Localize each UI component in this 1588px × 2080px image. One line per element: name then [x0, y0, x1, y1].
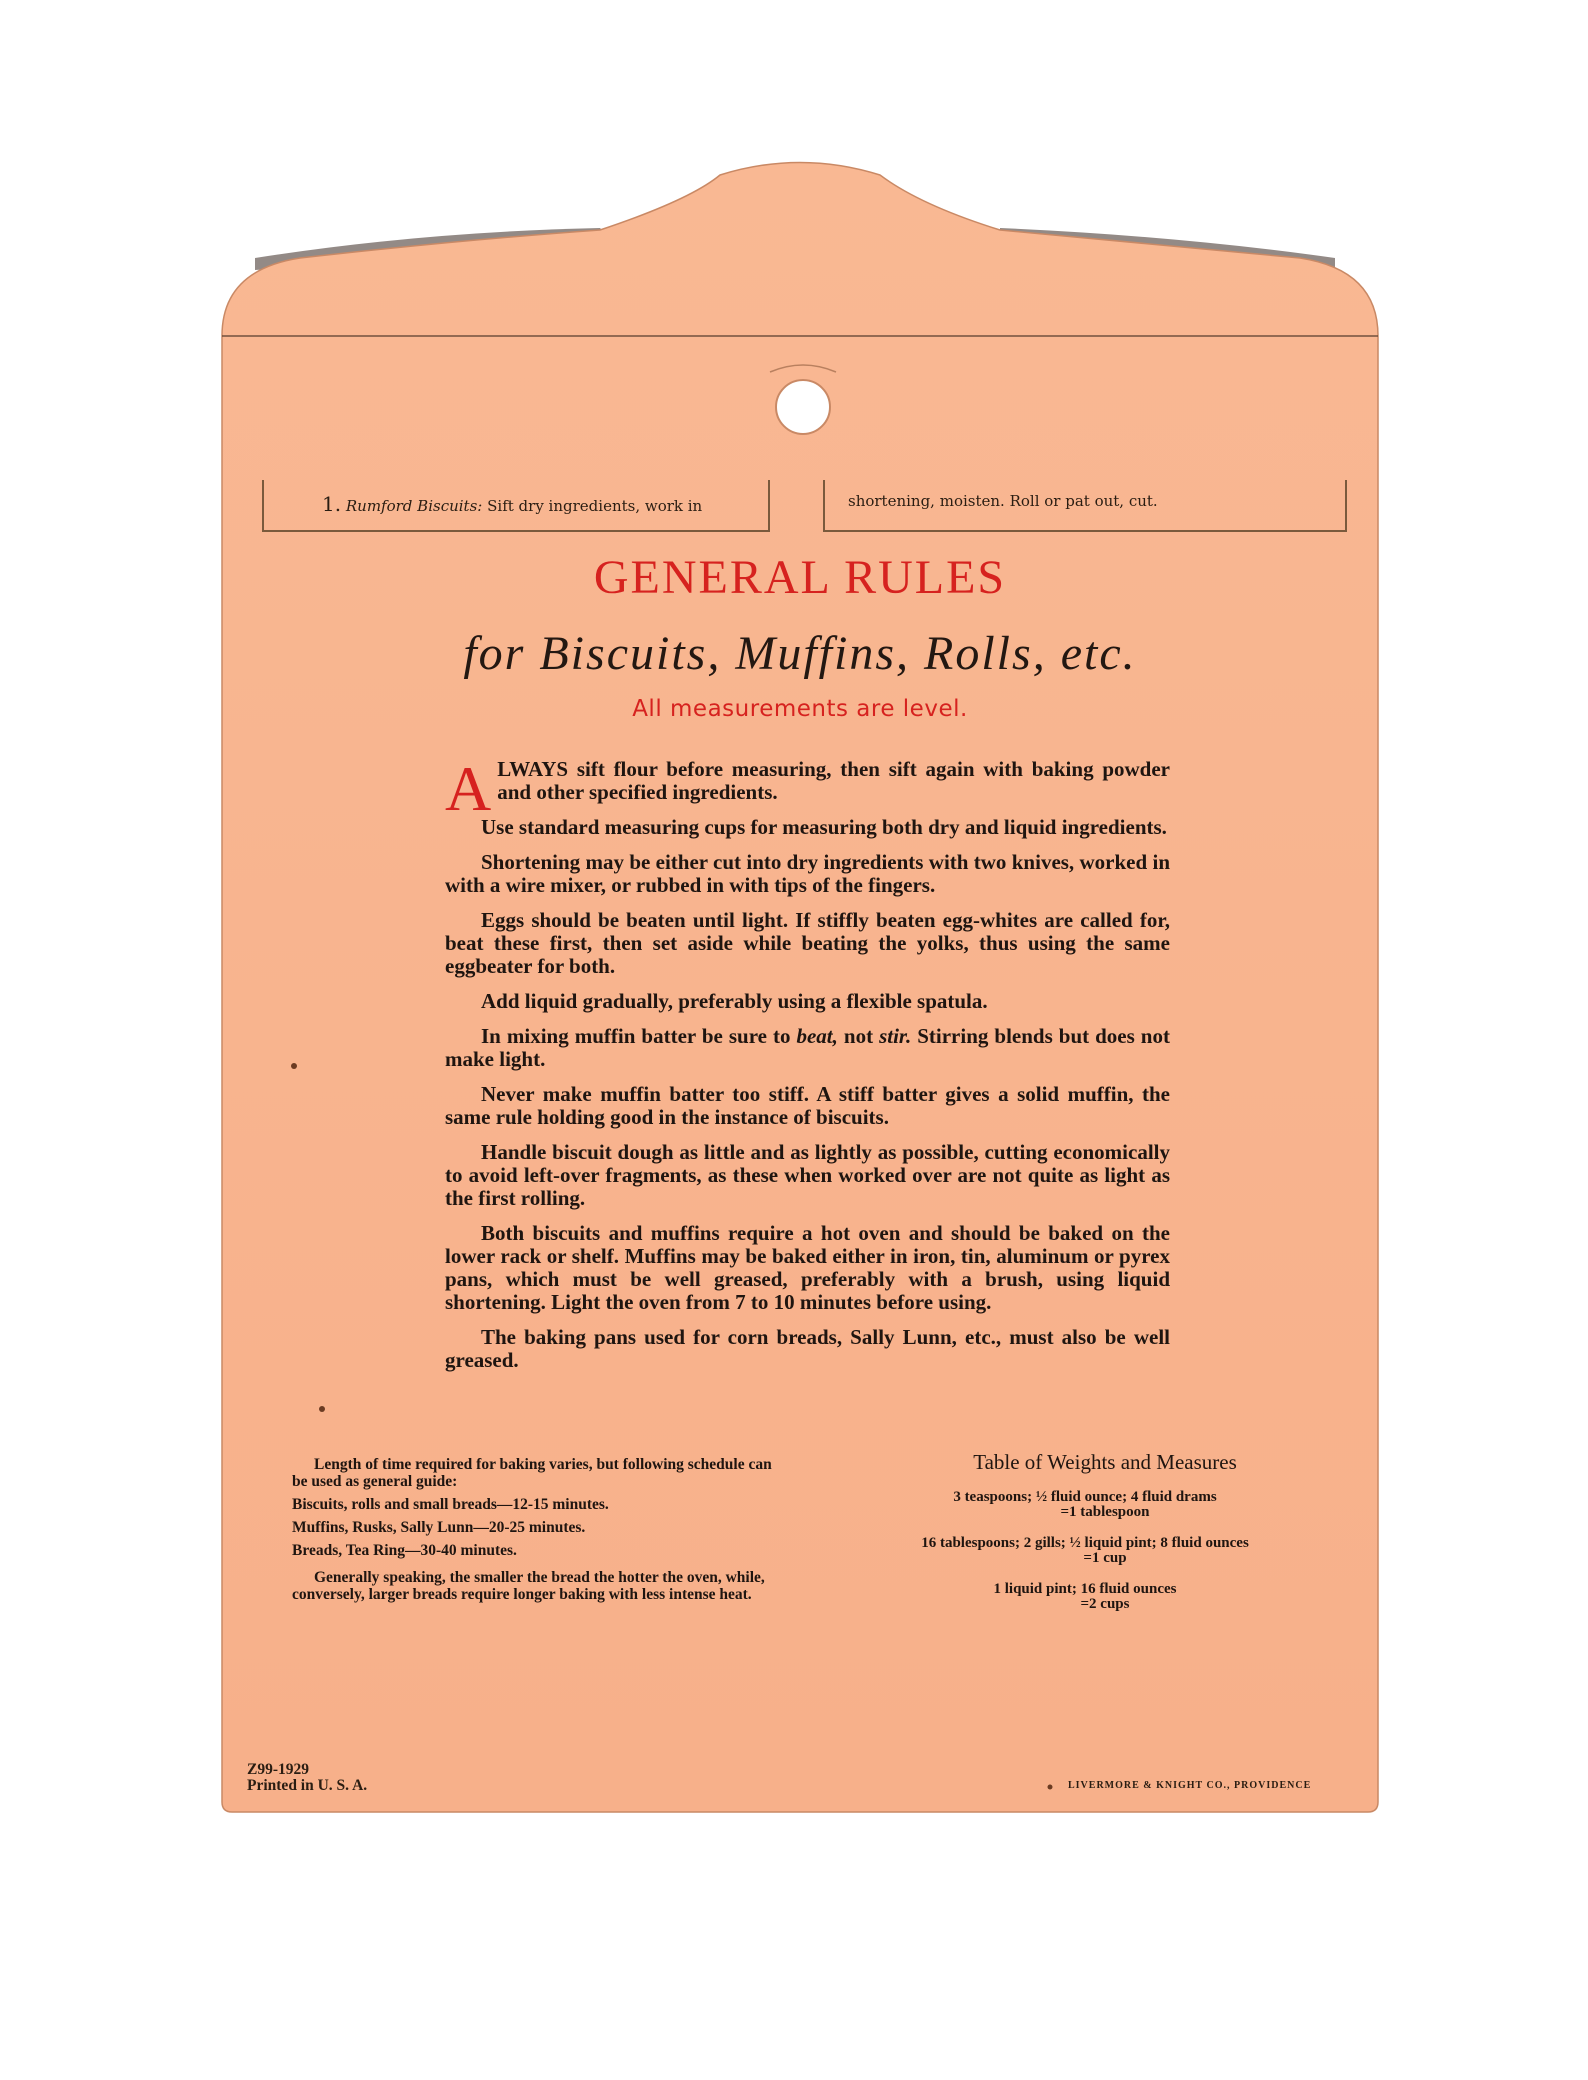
schedule-closing: Generally speaking, the smaller the bread the hotter the oven, while, conversely, larger breads require longer baking with less intense heat. [292, 1569, 765, 1603]
rule-paragraph-1 [445, 753, 1170, 824]
rule-paragraph-6 [445, 1025, 1170, 1071]
measure-row-1-result: =1 tablespoon [1060, 1504, 1150, 1520]
punched-hole [776, 380, 830, 434]
measure-row-2-result: =1 cup [1083, 1550, 1127, 1566]
rule-6-part-b: not [837, 1024, 880, 1048]
measure-row-2 [840, 1536, 1330, 1566]
rule-6-part-a: In mixing muffin batter be sure to [481, 1024, 797, 1048]
rule-paragraph-8: Handle biscuit dough as little and as lightly as possible, cutting economically to avoid left-over fragments, as these when worked over are not quite as light as the first rolling. [445, 1140, 1170, 1210]
rules-body [445, 753, 1170, 1384]
measure-row-3 [840, 1582, 1330, 1612]
rule-6-stir: stir. [879, 1024, 912, 1048]
measure-row-1-equation: 3 teaspoons; ½ fluid ounce; 4 fluid drams [953, 1489, 1217, 1505]
print-info [247, 1762, 367, 1794]
strip-text-left [322, 492, 702, 516]
page-subtitle: for Biscuits, Muffins, Rolls, etc. [463, 627, 1137, 680]
measure-row-3-equation: 1 liquid pint; 16 fluid ounces [993, 1581, 1177, 1597]
measure-row-1 [840, 1490, 1330, 1520]
strip-number: 1. [322, 492, 342, 516]
strip-text-right [848, 492, 1158, 510]
strip-left-text: Sift dry ingredients, work in [487, 497, 703, 515]
rule-paragraph-2: Use standard measuring cups for measuring both dry and liquid ingredients. [481, 815, 1167, 839]
rule-6-part-c: Stirring blends but does not make light. [445, 1024, 1170, 1071]
rule-paragraph-7: Never make muffin batter too stiff. A stiff batter gives a solid muffin, the same rule holding good in the instance of biscuits. [445, 1082, 1170, 1129]
rule-paragraph-9: Both biscuits and muffins require a hot oven and should be baked on the lower rack or shelf. Muffins may be baked either in iron, tin, aluminum or pyrex pans, which must be well greased, preferably with a brush, using liquid shortening. Light the oven from 7 to 10 minutes before using. [445, 1221, 1170, 1314]
schedule-line-1: Biscuits, rolls and small breads—12-15 minutes. [292, 1496, 609, 1513]
print-code: Z99-1929 [247, 1761, 309, 1778]
baking-schedule [292, 1456, 782, 1609]
schedule-line-3: Breads, Tea Ring—30-40 minutes. [292, 1542, 517, 1559]
rule-paragraph-3: Shortening may be either cut into dry ingredients with two knives, worked in with a wire mixer, or rubbed in with tips of the fingers. [445, 850, 1170, 897]
rule-paragraph-5: Add liquid gradually, preferably using a flexible spatula. [481, 989, 988, 1013]
publisher-credit: LIVERMORE & KNIGHT CO., PROVIDENCE [1068, 1780, 1312, 1791]
rule-1-text: LWAYS sift flour before measuring, then sift again with baking powder and other specified ingredients. [497, 757, 1170, 804]
dropcap: A [445, 753, 492, 824]
schedule-line-2: Muffins, Rusks, Sally Lunn—20-25 minutes. [292, 1519, 586, 1536]
rule-6-beat: beat, [796, 1024, 838, 1048]
measure-row-2-equation: 16 tablespoons; 2 gills; ½ liquid pint; 8 fluid ounces [921, 1535, 1249, 1551]
measure-row-3-result: =2 cups [1080, 1596, 1130, 1612]
rule-paragraph-10: The baking pans used for corn breads, Sally Lunn, etc., must also be well greased. [445, 1325, 1170, 1372]
measurement-note: All measurements are level. [632, 696, 968, 722]
printed-in: Printed in U. S. A. [247, 1777, 368, 1794]
page-title: GENERAL RULES [593, 551, 1007, 604]
measures-title: Table of Weights and Measures [973, 1450, 1237, 1474]
rule-paragraph-4: Eggs should be beaten until light. If stiffly beaten egg-whites are called for, beat these first, then set aside while beating the yolks, thus using the same eggbeater for both. [445, 908, 1170, 978]
strip-recipe-name: Rumford Biscuits: [345, 497, 483, 515]
schedule-intro: Length of time required for baking varies, but following schedule can be used as general guide: [292, 1456, 772, 1490]
strip-right-text: shortening, moisten. Roll or pat out, cut. [848, 492, 1158, 510]
